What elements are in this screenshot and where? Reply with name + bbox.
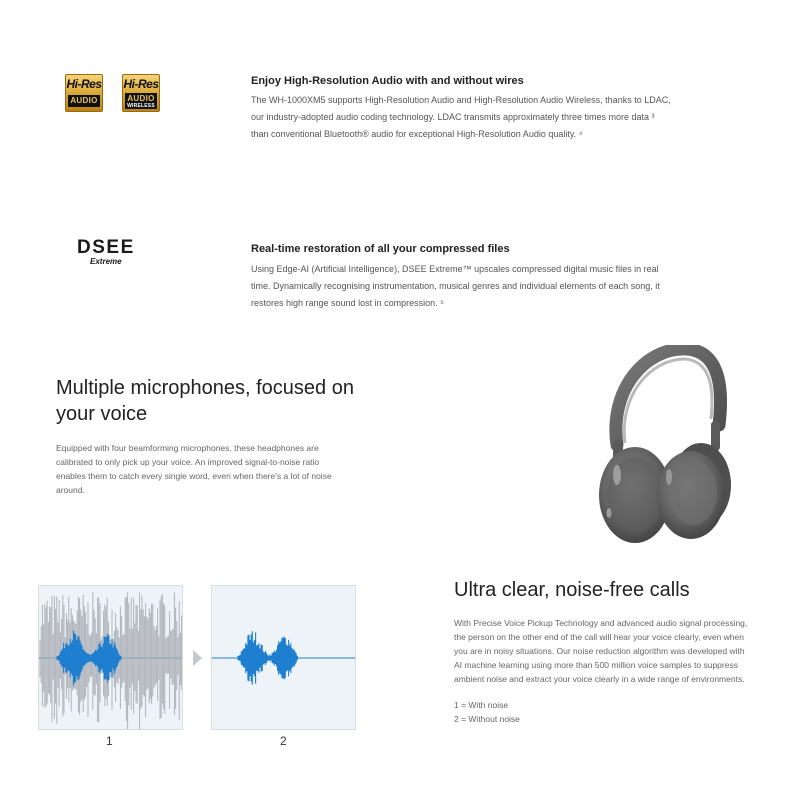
waveform-without-noise [212, 586, 356, 730]
dsee-feature-body [251, 261, 736, 312]
legend-without-noise: 2 = Without noise [454, 714, 520, 724]
hi-res-audio-logo: Hi-Res AUDIO [65, 74, 103, 112]
play-arrow-icon [191, 649, 203, 667]
dsee-extreme-logo: DSEE Extreme [77, 237, 135, 266]
hi-res-feature-body [251, 92, 736, 143]
waveform-with-noise [39, 586, 183, 730]
waveform-without-noise-panel [211, 585, 356, 730]
hi-res-audio-wireless-logo: Hi-Res AUDIO WIRELESS [122, 74, 160, 112]
microphones-body: Equipped with four beamforming microphones, these headphones are calibrated to only pick up your voice. An improved signal-to-noise ratio enables them to catch every single word, even when there's a lot of noise around. [56, 443, 332, 495]
calls-legend [454, 698, 654, 726]
calls-heading: Ultra clear, noise-free calls [454, 579, 690, 601]
hi-res-body-line: than conventional Bluetooth® audio for exceptional High-Resolution Audio quality. ⁴ [251, 129, 583, 139]
microphones-heading: Multiple microphones, focused on your voice [56, 377, 354, 425]
calls-body: With Precise Voice Pickup Technology and advanced audio signal processing, the person on the other end of the call will hear your voice clearly, even when you are in noisy situations. Our noise reduction algorithm was developed with AI machine learning using more than 500 million voice samples to suppress ambient noise and extract your voice clearly in a wide range of environments. [454, 618, 748, 684]
dsee-feature-title: Real-time restoration of all your compressed files [251, 243, 510, 255]
panel-label-1: 1 [106, 734, 113, 748]
panel-label-2: 2 [280, 734, 287, 748]
dsee-body-line: time. Dynamically recognising instrumentation, musical genres and individual elements of each song, it [251, 281, 660, 291]
hi-res-body-line: The WH-1000XM5 supports High-Resolution Audio and High-Resolution Audio Wireless, thanks to LDAC, [251, 95, 671, 105]
hi-res-feature-title: Enjoy High-Resolution Audio with and without wires [251, 75, 524, 87]
legend-with-noise: 1 = With noise [454, 700, 509, 710]
waveform-with-noise-panel [38, 585, 183, 730]
dsee-body-line: restores high range sound lost in compression. ⁵ [251, 298, 444, 308]
hi-res-body-line: our industry-adopted audio coding technology. LDAC transmits approximately three times more data ³ [251, 112, 655, 122]
dsee-body-line: Using Edge-AI (Artificial Intelligence), DSEE Extreme™ upscales compressed digital music files in real [251, 264, 659, 274]
headphones-image [595, 345, 735, 545]
